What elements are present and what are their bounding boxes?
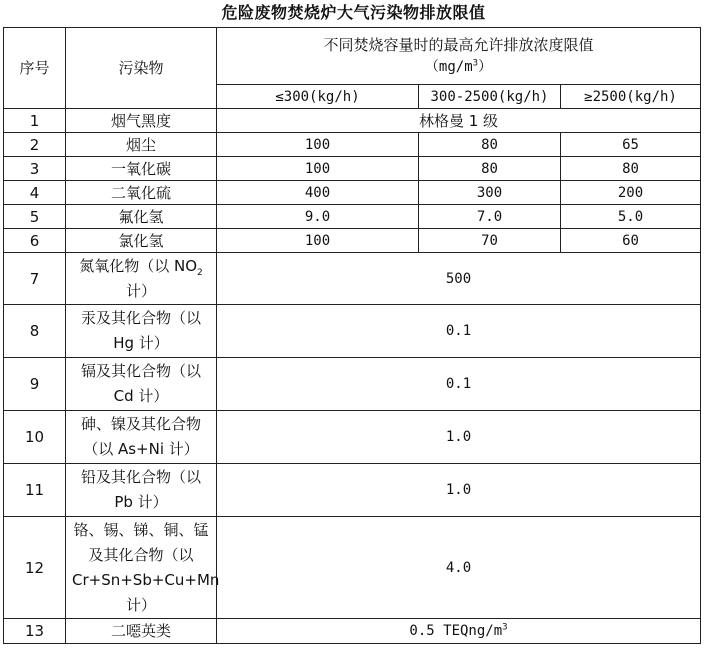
table-row xyxy=(4,305,701,358)
table-row xyxy=(4,358,701,411)
value-cell: 80 xyxy=(419,133,561,157)
pollutant-cell: 砷、镍及其化合物（以 As+Ni 计） xyxy=(66,411,217,464)
seq-cell: 10 xyxy=(4,411,66,464)
header-limit-unit: $(mg/m^3)$ xyxy=(424,58,493,75)
table-row xyxy=(4,229,701,253)
table-row xyxy=(4,464,701,517)
header-seq: 序号 xyxy=(4,28,66,109)
header-capacity-3: ≥2500(kg/h) xyxy=(561,85,701,109)
seq-cell: 9 xyxy=(4,358,66,411)
value-cell: 300 xyxy=(419,181,561,205)
table-row xyxy=(4,517,701,619)
merged-value-cell: 1.0 xyxy=(217,411,701,464)
table-row xyxy=(4,181,701,205)
value-cell: 100 xyxy=(217,133,419,157)
seq-cell: 8 xyxy=(4,305,66,358)
emission-limits-table xyxy=(3,27,701,644)
value-cell: 9.0 xyxy=(217,205,419,229)
pollutant-cell: 氯化氢 xyxy=(66,229,217,253)
value-cell: 80 xyxy=(561,157,701,181)
merged-value-cell: 500 xyxy=(217,253,701,305)
merged-value-cell: 林格曼 1 级 xyxy=(217,109,701,133)
header-limit-title: 不同焚烧容量时的最高允许排放浓度限值 xyxy=(323,36,594,54)
value-cell: 65 xyxy=(561,133,701,157)
header-pollutant: 污染物 xyxy=(66,28,217,109)
table-row xyxy=(4,109,701,133)
seq-cell: 1 xyxy=(4,109,66,133)
value-cell: 80 xyxy=(419,157,561,181)
pollutant-cell: 铅及其化合物（以 Pb 计） xyxy=(66,464,217,517)
value-cell: 100 xyxy=(217,157,419,181)
value-cell: 400 xyxy=(217,181,419,205)
merged-value-cell: 0.1 xyxy=(217,305,701,358)
pollutant-cell: 汞及其化合物（以 Hg 计） xyxy=(66,305,217,358)
header-limit xyxy=(217,28,701,85)
header-row xyxy=(4,28,701,85)
value-cell: 70 xyxy=(419,229,561,253)
seq-cell: 5 xyxy=(4,205,66,229)
header-capacity-2: 300-2500(kg/h) xyxy=(419,85,561,109)
page-title: 危险废物焚烧炉大气污染物排放限值 xyxy=(221,3,486,22)
table-row xyxy=(4,411,701,464)
pollutant-cell: 氟化氢 xyxy=(66,205,217,229)
merged-value-cell: 0.1 xyxy=(217,358,701,411)
value-cell: 7.0 xyxy=(419,205,561,229)
seq-cell: 11 xyxy=(4,464,66,517)
pollutant-cell: 一氧化碳 xyxy=(66,157,217,181)
seq-cell: 2 xyxy=(4,133,66,157)
seq-cell: 13 xyxy=(4,619,66,644)
seq-cell: 3 xyxy=(4,157,66,181)
pollutant-cell: 二噁英类 xyxy=(66,619,217,644)
merged-value-cell: 1.0 xyxy=(217,464,701,517)
merged-value-cell: 0.5 TEQng/$m^3$ xyxy=(217,619,701,644)
pollutant-cell: 烟尘 xyxy=(66,133,217,157)
table-row xyxy=(4,205,701,229)
pollutant-cell: 烟气黑度 xyxy=(66,109,217,133)
table-row xyxy=(4,157,701,181)
pollutant-cell: 二氧化硫 xyxy=(66,181,217,205)
table-row xyxy=(4,619,701,644)
header-capacity-1: ≤300(kg/h) xyxy=(217,85,419,109)
table-row xyxy=(4,133,701,157)
value-cell: 100 xyxy=(217,229,419,253)
value-cell: 200 xyxy=(561,181,701,205)
seq-cell: 4 xyxy=(4,181,66,205)
seq-cell: 7 xyxy=(4,253,66,305)
pollutant-cell: 镉及其化合物（以 Cd 计） xyxy=(66,358,217,411)
value-cell: 60 xyxy=(561,229,701,253)
pollutant-cell: 氮氧化物（以 $NO_2$计） xyxy=(66,253,217,305)
seq-cell: 12 xyxy=(4,517,66,619)
pollutant-cell: 铬、锡、锑、铜、锰及其化合物（以 Cr+Sn+Sb+Cu+Mn 计） xyxy=(66,517,217,619)
value-cell: 5.0 xyxy=(561,205,701,229)
table-row xyxy=(4,253,701,305)
merged-value-cell: 4.0 xyxy=(217,517,701,619)
seq-cell: 6 xyxy=(4,229,66,253)
